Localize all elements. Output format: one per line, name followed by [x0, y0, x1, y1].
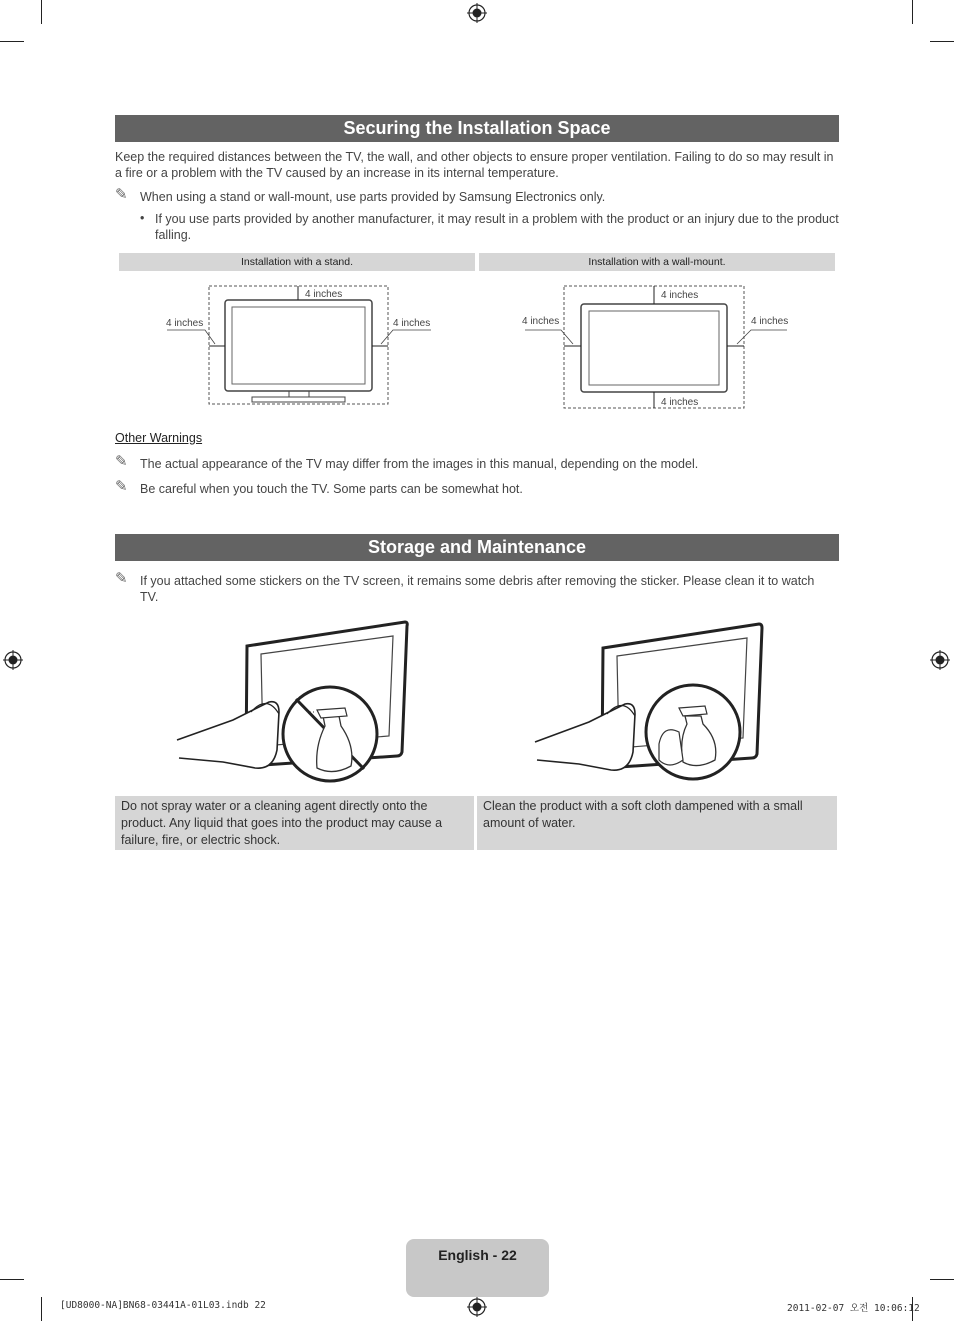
stand-right-distance-label: 4 inches	[393, 318, 431, 329]
stand-diagram-header: Installation with a stand.	[119, 253, 475, 271]
bullet-dot: •	[140, 211, 145, 225]
print-timestamp: 2011-02-07 오전 10:06:12	[787, 1303, 920, 1314]
wall-left-distance-label: 4 inches	[522, 316, 560, 327]
section-title-storage: Storage and Maintenance	[115, 534, 839, 561]
file-info: [UD8000-NA]BN68-03441A-01L03.indb 22	[60, 1300, 266, 1311]
pencil-note-icon: ✎	[115, 186, 128, 203]
crop-mark	[930, 41, 954, 42]
crop-mark	[41, 0, 42, 24]
stand-left-distance-label: 4 inches	[166, 318, 204, 329]
other-warnings-title: Other Warnings	[115, 431, 203, 445]
crop-mark	[0, 41, 24, 42]
page-number-tab: English - 22	[406, 1239, 549, 1297]
installation-note: When using a stand or wall-mount, use parts provided by Samsung Electronics only.	[140, 190, 606, 204]
wall-diagram-header: Installation with a wall-mount.	[479, 253, 835, 271]
stand-installation-diagram	[119, 276, 475, 410]
registration-mark-icon	[467, 1297, 487, 1317]
warning-note-appearance: The actual appearance of the TV may differ from the images in this manual, depending on the model.	[140, 457, 699, 471]
crop-mark	[0, 1279, 24, 1280]
wall-bottom-distance-label: 4 inches	[661, 397, 699, 408]
crop-mark	[41, 1297, 42, 1321]
pencil-note-icon: ✎	[115, 453, 128, 470]
pencil-note-icon: ✎	[115, 478, 128, 495]
caption-no-spray: Do not spray water or a cleaning agent directly onto the product. Any liquid that goes into the product may cause a failure, fire, or electric shock.	[115, 796, 474, 850]
section-title-installation: Securing the Installation Space	[115, 115, 839, 142]
stand-top-distance-label: 4 inches	[305, 289, 343, 300]
caption-soft-cloth: Clean the product with a soft cloth dampened with a small amount of water.	[477, 796, 837, 850]
installation-intro: Keep the required distances between the TV, the wall, and other objects to ensure proper ventilation. Failing to do so may result in a fire or a problem with the TV caused by an increase in its internal temperature.	[115, 150, 834, 180]
installation-bullet: If you use parts provided by another manufacturer, it may result in a problem with the product or an injury due to the product falling.	[155, 212, 839, 242]
wall-top-distance-label: 4 inches	[661, 290, 699, 301]
wall-right-distance-label: 4 inches	[751, 316, 789, 327]
warning-note-hot: Be careful when you touch the TV. Some parts can be somewhat hot.	[140, 482, 523, 496]
registration-mark-icon	[3, 650, 23, 670]
crop-mark	[930, 1279, 954, 1280]
registration-mark-icon	[930, 650, 950, 670]
soft-cloth-illustration	[533, 620, 773, 786]
pencil-note-icon: ✎	[115, 570, 128, 587]
wall-installation-diagram	[479, 276, 835, 414]
crop-mark	[912, 0, 913, 24]
storage-note: If you attached some stickers on the TV screen, it remains some debris after removing the sticker. Please clean it to watch TV.	[140, 574, 815, 604]
registration-mark-icon	[467, 3, 487, 23]
no-spray-illustration	[175, 618, 415, 784]
